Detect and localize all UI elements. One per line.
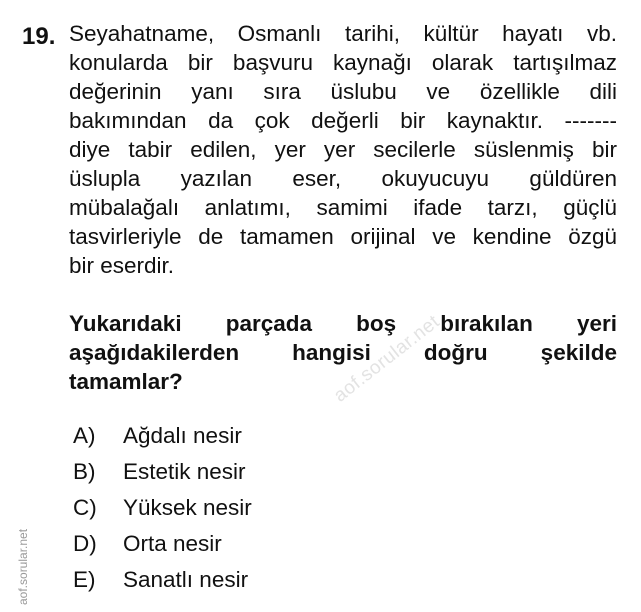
question-passage: [69, 19, 617, 280]
passage-line: diye tabir edilen, yer yer secilerle süslenmiş bir: [69, 137, 617, 162]
option-letter: D): [73, 531, 97, 556]
watermark-side: aof.sorular.net: [16, 528, 30, 605]
option-letter: B): [73, 459, 96, 484]
option-text: Sanatlı nesir: [123, 567, 249, 592]
answer-option-e[interactable]: [73, 562, 252, 598]
prompt-line: aşağıdakilerden hangisi doğru şekilde: [69, 340, 617, 365]
option-letter: C): [73, 495, 97, 520]
prompt-line: tamamlar?: [69, 369, 183, 394]
option-text: Yüksek nesir: [123, 495, 252, 520]
option-text: Orta nesir: [123, 531, 222, 556]
passage-line: mübalağalı anlatımı, samimi ifade tarzı, güçlü: [69, 195, 617, 220]
passage-line: konularda bir başvuru kaynağı olarak tartışılmaz: [69, 50, 617, 75]
answer-option-b[interactable]: [73, 454, 252, 490]
passage-line: bir eserdir.: [69, 253, 175, 278]
option-text: Ağdalı nesir: [123, 423, 242, 448]
option-letter: E): [73, 567, 96, 592]
watermark-diagonal: aof.sorular.net: [330, 311, 444, 407]
passage-line: bakımından da çok değerli bir kaynaktır. -------: [69, 108, 617, 133]
prompt-line: Yukarıdaki parçada boş bırakılan yeri: [69, 311, 617, 336]
passage-line: Seyahatname, Osmanlı tarihi, kültür hayatı vb.: [69, 21, 617, 46]
passage-line: üslupla yazılan eser, okuyucuyu güldüren: [69, 166, 617, 191]
answer-options: [73, 418, 252, 598]
passage-line: değerinin yanı sıra üslubu ve özellikle dili: [69, 79, 617, 104]
passage-line: tasvirleriyle de tamamen orijinal ve kendine özgü: [69, 224, 617, 249]
option-text: Estetik nesir: [123, 459, 246, 484]
answer-option-c[interactable]: [73, 490, 252, 526]
answer-option-a[interactable]: [73, 418, 252, 454]
option-letter: A): [73, 423, 96, 448]
answer-option-d[interactable]: [73, 526, 252, 562]
question-number: 19.: [22, 23, 56, 50]
